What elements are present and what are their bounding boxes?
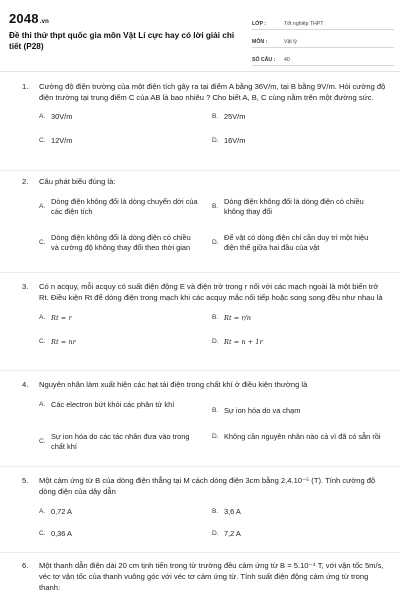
meta-key: SỐ CÂU : (252, 57, 276, 63)
option-text: Để vật có dòng điện chỉ cần duy trì một hiệu điện thế giữa hai đầu của vật (224, 233, 369, 252)
option-letter: B. (212, 407, 219, 414)
option-a[interactable] (39, 507, 72, 517)
option-letter: D. (212, 433, 219, 440)
option-c[interactable] (39, 432, 199, 452)
option-b[interactable] (212, 197, 382, 217)
option-text: Sự ion hóa do các tác nhân đưa vào trong chất khí (51, 432, 190, 451)
meta-row-class (252, 14, 394, 30)
brand-suffix: .vn (39, 19, 50, 25)
option-text: 12V/m (51, 136, 73, 145)
question-stem (0, 81, 400, 103)
options (0, 112, 400, 152)
option-text: Sự ion hóa do va chạm (224, 406, 301, 415)
meta-value: Tốt nghiệp THPT (284, 21, 324, 27)
question-6 (0, 560, 400, 593)
option-b[interactable] (212, 507, 241, 517)
option-letter: D. (212, 137, 219, 144)
meta-row-subject (252, 32, 394, 48)
options (0, 507, 400, 547)
header-divider (0, 71, 400, 72)
option-a[interactable] (39, 313, 71, 323)
header (0, 0, 400, 68)
option-b[interactable] (212, 406, 382, 416)
option-text: 30V/m (51, 112, 73, 121)
option-a[interactable] (39, 112, 72, 122)
exam-title: Đề thi thử thpt quốc gia môn Vật Lí cực hay có lời giải chi tiết (P28) (9, 31, 235, 51)
option-text: Rt = n + 1r (224, 338, 263, 346)
option-text: 25V/m (224, 112, 246, 121)
question-2 (0, 176, 400, 275)
option-d[interactable] (212, 233, 382, 253)
question-stem (0, 475, 400, 497)
question-divider (0, 466, 400, 467)
option-c[interactable] (39, 136, 72, 146)
option-a[interactable] (39, 197, 199, 217)
brand-name: 2048 (9, 11, 39, 26)
question-stem (0, 176, 400, 187)
question-stem (0, 379, 400, 390)
option-c[interactable] (39, 233, 199, 253)
option-c[interactable] (39, 529, 72, 539)
option-letter: C. (39, 438, 46, 445)
meta-row-count (252, 50, 394, 66)
question-number: 6. (22, 561, 29, 570)
option-letter: B. (212, 113, 219, 120)
question-divider (0, 552, 400, 553)
question-text: Một thanh dẫn điện dài 20 cm tịnh tiến trong từ trường đều cảm ứng từ B = 5.10⁻⁴ T, với vận tốc 5m/s, véc tơ vận tốc của thanh vuông góc với véc tơ cảm ứng từ. Tính suất điện động cảm ứng từ trong thanh: (39, 561, 384, 592)
options (0, 400, 400, 466)
question-1 (0, 81, 400, 152)
option-letter: A. (39, 508, 46, 515)
option-text: Dòng điện không đổi là dòng chuyển dời của các điện tích (51, 197, 198, 216)
question-4 (0, 379, 400, 466)
option-text: Rt = r (51, 314, 72, 322)
question-text: Câu phát biểu đúng là: (39, 177, 116, 186)
option-letter: B. (212, 314, 219, 321)
option-d[interactable] (212, 337, 263, 347)
meta-value: 40 (284, 57, 290, 63)
option-d[interactable] (212, 136, 245, 146)
option-letter: D. (212, 530, 219, 537)
question-text: Có n acquy, mỗi acquy có suất điện động E và điện trở trong r nối với các mạch ngoài là một biến trở Rt. Điều kiện Rt để dòng điện trong mạch khi các acquy mắc nối tiếp hoặc song song đều như nhau là (39, 282, 383, 302)
option-letter: A. (39, 401, 46, 408)
option-c[interactable] (39, 337, 76, 347)
option-letter: C. (39, 338, 46, 345)
option-text: 3,6 A (224, 507, 241, 516)
question-number: 2. (22, 177, 29, 186)
question-divider (0, 370, 400, 371)
question-number: 4. (22, 380, 29, 389)
option-letter: B. (212, 203, 219, 210)
option-letter: D. (212, 338, 219, 345)
option-text: Rt = r/n (224, 314, 251, 322)
question-5 (0, 475, 400, 547)
option-text: 16V/m (224, 136, 246, 145)
question-text: Nguyên nhân làm xuất hiện các hạt tải điện trong chất khí ở điều kiện thường là (39, 380, 308, 389)
question-divider (0, 170, 400, 171)
option-letter: D. (212, 239, 219, 246)
option-text: Dòng điện không đổi là dòng điện có chiều và cường độ không thay đổi theo thời gian (51, 233, 191, 252)
question-stem (0, 560, 400, 593)
question-text: Một cảm ứng từ B của dòng điện thẳng tại M cách dòng điện 3cm bằng 2,4.10⁻⁵ (T). Tính cường độ dòng điện của dây dẫn (39, 476, 376, 496)
option-letter: C. (39, 137, 46, 144)
question-number: 3. (22, 282, 29, 291)
meta-value: Vật lý (284, 39, 297, 45)
option-d[interactable] (212, 529, 241, 539)
question-number: 1. (22, 82, 29, 91)
option-text: 7,2 A (224, 529, 241, 538)
meta-key: LỚP : (252, 21, 267, 27)
option-letter: C. (39, 530, 46, 537)
option-text: Dòng điện không đổi là dòng điện có chiều không thay đổi (224, 197, 364, 216)
question-text: Cường độ điện trường của một điện tích gây ra tại điểm A bằng 36V/m, tại B bằng 9V/m. Hỏi cường độ điện trường tại trung điểm C của AB là bao nhiêu ? Cho biết A, B, C cùng nằm trên một đường sức. (39, 82, 386, 102)
option-b[interactable] (212, 313, 251, 323)
option-letter: C. (39, 239, 46, 246)
meta-key: MÔN : (252, 39, 268, 45)
option-text: Rt = nr (51, 338, 76, 346)
option-d[interactable] (212, 432, 382, 442)
question-stem (0, 281, 400, 303)
brand-logo[interactable] (9, 11, 49, 26)
option-text: 0,72 A (51, 507, 72, 516)
option-letter: A. (39, 314, 46, 321)
option-text: Các electron bứt khỏi các phân tử khí (51, 400, 175, 409)
options (0, 197, 400, 275)
option-text: 0,36 A (51, 529, 72, 538)
option-letter: A. (39, 113, 46, 120)
options (0, 313, 400, 353)
option-a[interactable] (39, 400, 199, 410)
exam-meta (252, 14, 394, 68)
option-text: Không cần nguyên nhân nào cả vì đã có sẵn rồi (224, 432, 381, 441)
option-letter: A. (39, 203, 46, 210)
option-b[interactable] (212, 112, 245, 122)
question-number: 5. (22, 476, 29, 485)
question-divider (0, 272, 400, 273)
question-3 (0, 281, 400, 353)
option-letter: B. (212, 508, 219, 515)
